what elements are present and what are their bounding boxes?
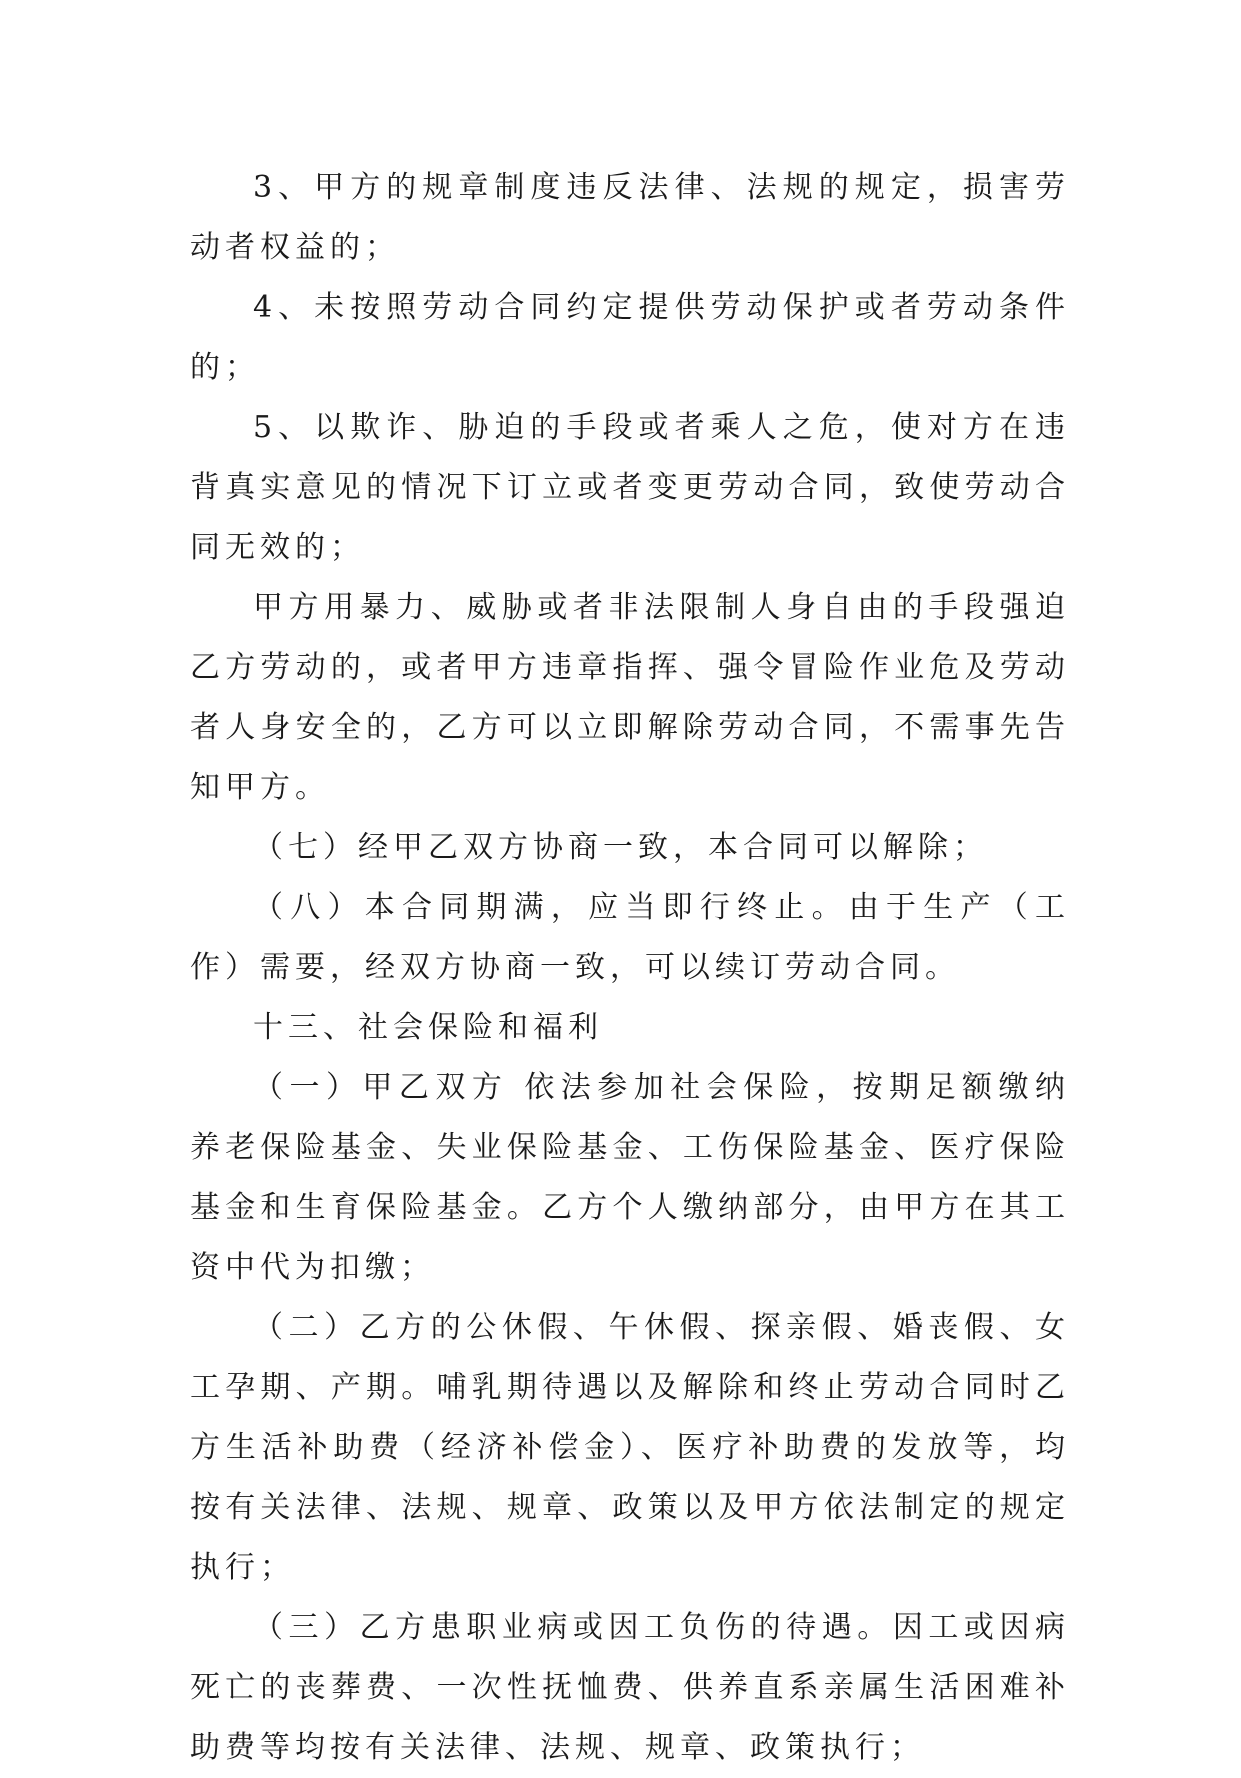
paragraph-section-8: （八）本合同期满，应当即行终止。由于生产（工作）需要，经双方协商一致，可以续订劳动合同。 [190,890,1070,985]
section-heading-social-insurance: 十三、社会保险和福利 [253,1010,603,1045]
paragraph-clause-3: 3、甲方的规章制度违反法律、法规的规定，损害劳动者权益的； [190,170,1070,265]
paragraph-insurance-3: （三）乙方患职业病或因工负伤的待遇。因工或因病死亡的丧葬费、一次性抚恤费、供养直系亲属生活困难补助费等均按有关法律、法规、规章、政策执行； [190,1610,1070,1765]
paragraph-immediate-termination: 甲方用暴力、威胁或者非法限制人身自由的手段强迫乙方劳动的，或者甲方违章指挥、强令冒险作业危及劳动者人身安全的，乙方可以立即解除劳动合同，不需事先告知甲方。 [190,590,1070,805]
paragraph-clause-5: 5、以欺诈、胁迫的手段或者乘人之危，使对方在违背真实意见的情况下订立或者变更劳动合同，致使劳动合同无效的； [190,410,1070,565]
paragraph-insurance-2: （二）乙方的公休假、午休假、探亲假、婚丧假、女工孕期、产期。哺乳期待遇以及解除和终止劳动合同时乙方生活补助费（经济补偿金）、医疗补助费的发放等，均按有关法律、法规、规章、政策以及甲方依法制定的规定执行； [190,1310,1070,1585]
paragraph-clause-4: 4、未按照劳动合同约定提供劳动保护或者劳动条件的； [190,290,1070,385]
paragraph-section-7: （七）经甲乙双方协商一致，本合同可以解除； [253,830,988,865]
paragraph-insurance-1: （一）甲乙双方 依法参加社会保险，按期足额缴纳养老保险基金、失业保险基金、工伤保险基金、医疗保险基金和生育保险基金。乙方个人缴纳部分，由甲方在其工资中代为扣缴； [190,1070,1070,1285]
document-body [190,158,1070,1778]
